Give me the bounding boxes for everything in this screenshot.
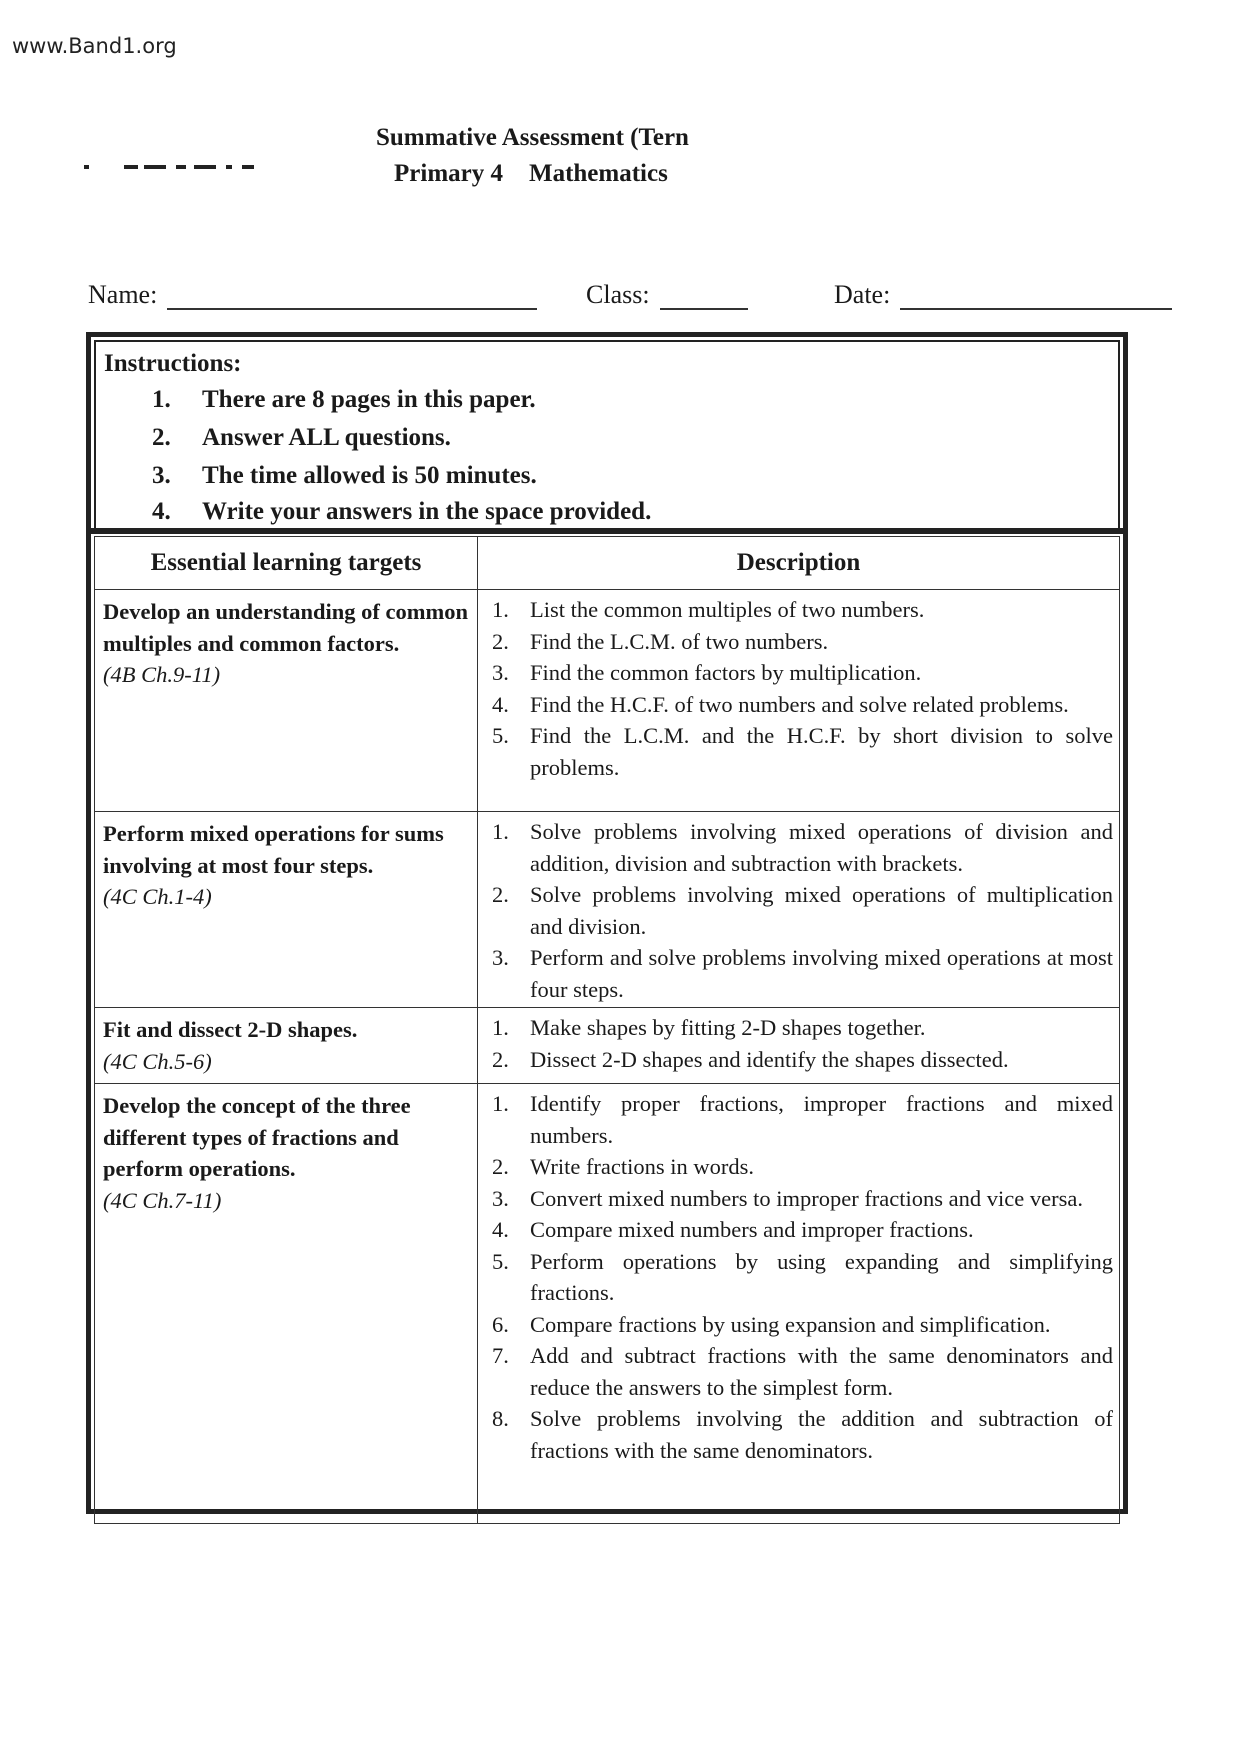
chapter-reference: (4C Ch.7-11) (103, 1187, 222, 1213)
section-divider (91, 528, 1125, 534)
description-item: 2. Solve problems involving mixed operations of multiplication and division. (492, 882, 1113, 939)
class-input-line[interactable] (660, 282, 748, 310)
table-row (95, 812, 1120, 1008)
instruction-item: 4. Write your answers in the space provided. (152, 498, 652, 525)
description-item: 3. Perform and solve problems involving mixed operations at most four steps. (492, 945, 1113, 1002)
chapter-reference: (4C Ch.5-6) (103, 1048, 212, 1074)
subject-line (376, 156, 689, 192)
grade-level: Primary 4 (394, 160, 503, 187)
chapter-reference: (4C Ch.1-4) (103, 884, 212, 909)
assessment-title: Summative Assessment (Tern (376, 124, 689, 151)
description-cell (478, 590, 1120, 812)
instruction-item: 1. There are 8 pages in this paper. (152, 386, 536, 413)
column-header-description: Description (478, 537, 1120, 590)
description-item: 3. Find the common factors by multiplication. (492, 660, 922, 685)
description-item: 1. Make shapes by fitting 2-D shapes together. (492, 1015, 926, 1040)
table-header-row (95, 537, 1120, 590)
description-item: 2. Write fractions in words. (492, 1154, 755, 1179)
table-row (95, 1008, 1120, 1084)
learning-targets-table (94, 536, 1120, 1524)
description-item: 5. Perform operations by using expanding and simplifying fractions. (492, 1248, 1113, 1305)
date-field[interactable] (834, 280, 1172, 310)
instruction-item: 3. The time allowed is 50 minutes. (152, 462, 537, 489)
instructions-title: Instructions: (104, 350, 242, 377)
target-text: Perform mixed operations for sums involving at most four steps. (103, 821, 444, 878)
description-item: 2. Find the L.C.M. of two numbers. (492, 628, 829, 654)
description-item: 2. Dissect 2-D shapes and identify the shapes dissected. (492, 1046, 1009, 1072)
target-cell (95, 812, 478, 1008)
description-item: 4. Compare mixed numbers and improper fractions. (492, 1217, 974, 1242)
description-item: 6. Compare fractions by using expansion and simplification. (492, 1311, 1051, 1337)
description-cell (478, 1084, 1120, 1524)
description-cell (478, 812, 1120, 1008)
table-row (95, 1084, 1120, 1524)
watermark-url: www.Band1.org (12, 34, 177, 58)
target-cell (95, 590, 478, 812)
description-item: 4. Find the H.C.F. of two numbers and solve related problems. (492, 691, 1069, 717)
class-label: Class: (586, 280, 650, 309)
chapter-reference: (4B Ch.9-11) (103, 662, 221, 687)
date-label: Date: (834, 280, 891, 309)
name-label: Name: (88, 280, 158, 309)
instructions-box (94, 340, 1120, 530)
column-header-targets: Essential learning targets (95, 537, 478, 590)
target-text: Develop the concept of the three different types of fractions and perform operations. (103, 1093, 411, 1181)
target-cell (95, 1084, 478, 1524)
target-text: Develop an understanding of common multiples and common factors. (103, 599, 469, 656)
name-field[interactable] (88, 280, 537, 310)
date-input-line[interactable] (900, 282, 1172, 310)
description-item: 3. Convert mixed numbers to improper fractions and vice versa. (492, 1185, 1083, 1211)
instruction-item: 2. Answer ALL questions. (152, 424, 451, 451)
page-header (376, 120, 689, 192)
target-cell (95, 1008, 478, 1084)
name-input-line[interactable] (167, 282, 537, 310)
description-item: 5. Find the L.C.M. and the H.C.F. by short division to solve problems. (492, 723, 1113, 780)
description-item: 1. List the common multiples of two numbers. (492, 597, 925, 622)
description-cell (478, 1008, 1120, 1084)
description-item: 8. Solve problems involving the addition and subtraction of fractions with the same denominators. (492, 1406, 1113, 1463)
class-field[interactable] (586, 280, 748, 310)
description-item: 1. Solve problems involving mixed operations of division and addition, division and subtraction with brackets. (492, 819, 1113, 876)
description-item: 1. Identify proper fractions, improper fractions and mixed numbers. (492, 1091, 1113, 1148)
description-item: 7. Add and subtract fractions with the same denominators and reduce the answers to the simplest form. (492, 1343, 1113, 1400)
subject-name: Mathematics (528, 160, 668, 187)
scan-artifact-dashes (84, 163, 264, 171)
table-row (95, 590, 1120, 812)
target-text: Fit and dissect 2-D shapes. (103, 1017, 358, 1042)
